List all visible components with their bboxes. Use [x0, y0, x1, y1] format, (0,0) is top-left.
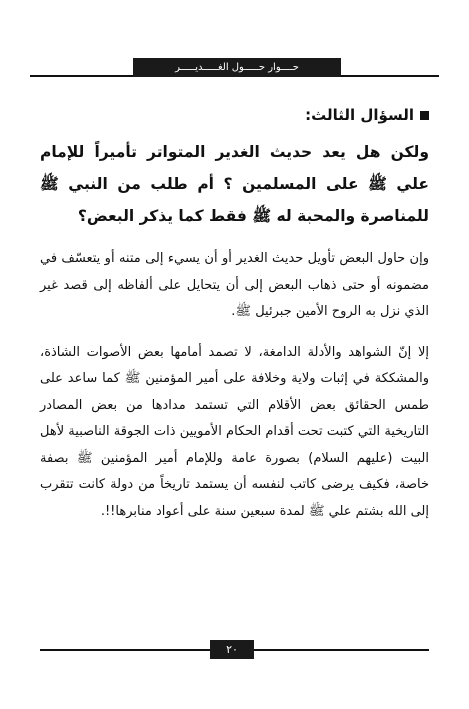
paragraph-2: إلا إنّ الشواهد والأدلة الدامغة، لا تصمد أمامها بعض الأصوات الشاذة، والمشككة في إثبات ولاية وخلافة على أمير المؤمنين ﷺ كما ساعد على طمس الحقائق بعض الأقلام التي تستمد مدادها من بعض المصادر التاريخية التي كتبت تحت أقدام الحكام الأمويين ذات الجوقة الناصبية لأهل البيت (عليهم السلام) بصورة عامة وللإمام أمير المؤمنين ﷺ بصفة خاصة، فكيف يرضى كاتب لنفسه أن يستمد تاريخاً من دولة كانت تتقرب إلى الله بشتم علي ﷺ لمدة سبعين سنة على أعواد منابرها!!.: [40, 344, 429, 519]
running-header: [133, 58, 341, 77]
running-header-title: حــــوار حـــــول الغـــــديـــــر: [175, 62, 299, 73]
section-heading-text: السؤال الثالث:: [305, 106, 414, 124]
section-heading: [40, 104, 429, 126]
paragraph-1: وإن حاول البعض تأويل حديث الغدير أو أن يسيء إلى متنه أو يتعسّف في مضمونه أو حتى ذهاب البعض إلى أن يتحايل على ألفاظه إلى قصد غير الذي نزل به الروح الأمين جبرئيل ﷺ.: [40, 251, 429, 319]
page-number: [210, 640, 254, 659]
square-bullet-icon: [420, 111, 429, 120]
page-content: [40, 104, 429, 539]
question-text: ولكن هل يعد حديث الغدير المتواتر تأميراً للإمام علي ﷺ على المسلمين ؟ أم طلب من النبي ﷺ للمناصرة والمحبة له ﷺ فقط كما يذكر البعض؟: [40, 143, 429, 225]
page-number-text: ٢٠: [226, 643, 238, 656]
